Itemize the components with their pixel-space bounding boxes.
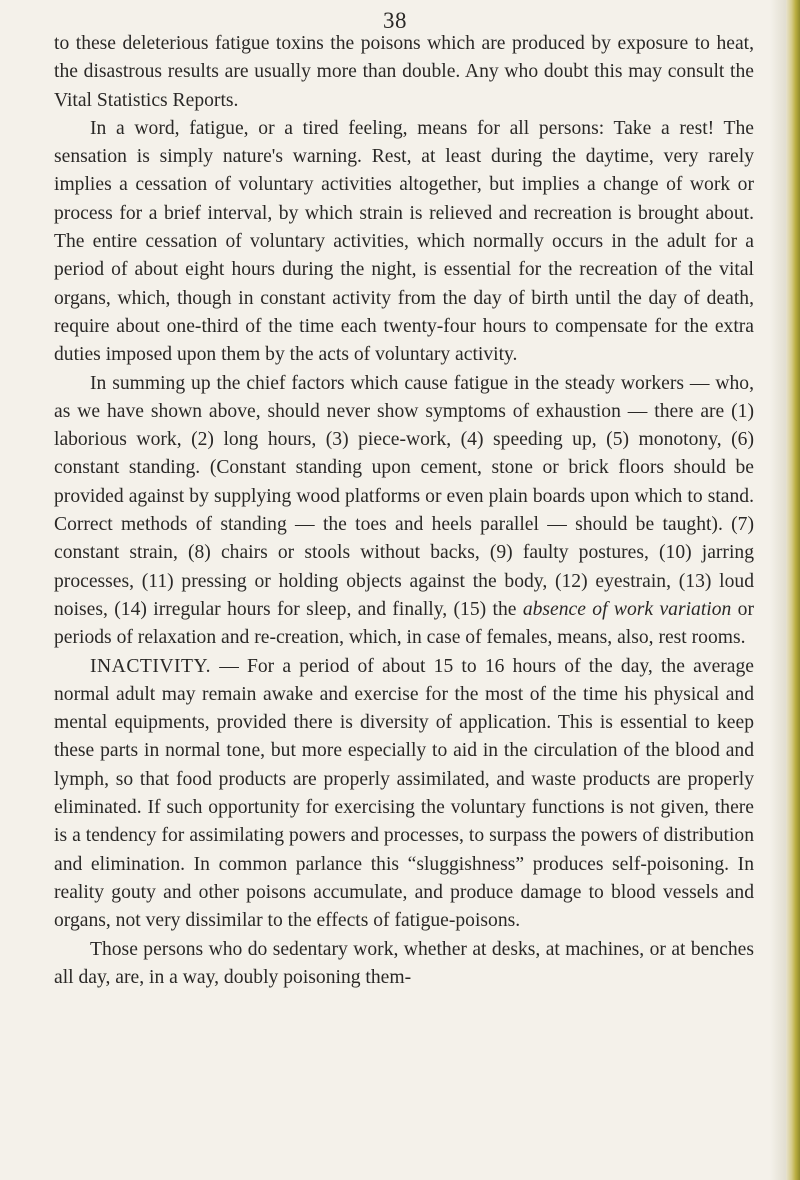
paragraph-2: In a word, fatigue, or a tired feeling, means for all persons: Take a rest! The sensation is simply nature's warning. Rest, at least during the daytime, very rarely implies a cessation of voluntary activities altogether, but implies a change of work or process for a brief interval, by which strain is relieved and recreation is brought about. The entire cessation of voluntary activities, which normally occurs in the adult for a period of about eight hours during the night, is essential for the recreation of the vital organs, which, though in constant activity from the day of birth until the day of death, require about one-third of the time each twenty-four hours to compensate for the extra duties imposed upon them by the acts of voluntary activity. — [54, 117, 754, 366]
paragraph-4-text: — For a period of about 15 to 16 hours of the day, the average normal adult may remain awake and exercise for the most of the time his physical and mental equipments, provided there is diversity of application. This is essential to keep these parts in normal tone, but more especially to aid in the circulation of the blood and lymph, so that food products are properly assimilated, and waste products are properly eliminated. If such opportunity for exercising the voluntary functions is not given, there is a tendency for assimilating powers and processes, to surpass the powers of distribution and elimination. In common parlance this “sluggishness” produces self-poisoning. In reality gouty and other poisons accumulate, and produce damage to blood vessels and organs, not very dissimilar to the effects of fatigue-poisons. — [54, 655, 754, 932]
page-gutter-shadow — [770, 0, 786, 1180]
body-text — [54, 30, 754, 992]
paragraph-4 — [54, 653, 754, 936]
page-edge — [786, 0, 800, 1180]
emphasis-absence-of-work-variation: absence of work variation — [522, 598, 732, 620]
paragraph-3-text: In summing up the chief factors which cause fatigue in the steady workers — who, as we have shown above, should never show symptoms of exhaustion — there are (1) laborious work, (2) long hours, (3) piece-work, (4) speeding up, (5) monotony, (6) constant standing. (Constant standing upon cement, stone or brick floors should be provided against by supplying wood platforms or even plain boards upon which to stand. Correct methods of standing — the toes and heels parallel — should be taught). (7) constant strain, (8) chairs or stools without backs, (9) faulty postures, (10) jarring processes, (11) pressing or holding objects against the body, (12) eyestrain, (13) loud noises, (14) irregular hours for sleep, and finally, (15) the — [54, 372, 754, 620]
paragraph-1: to these deleterious fatigue toxins the poisons which are produced by exposure to heat, the disastrous results are usually more than double. Any who doubt this may consult the Vital Statistics Reports. — [54, 33, 754, 111]
page-number: 38 — [383, 8, 407, 33]
paragraph-3-text-after: or periods of relaxation and re-creation, which, in case of females, means, also, rest rooms. — [54, 598, 754, 649]
section-heading-inactivity: INACTIVITY. — [90, 655, 212, 677]
paragraph-3 — [54, 370, 754, 653]
paragraph-5: Those persons who do sedentary work, whether at desks, at machines, or at benches all day, are, in a way, doubly poisoning them- — [54, 938, 754, 988]
